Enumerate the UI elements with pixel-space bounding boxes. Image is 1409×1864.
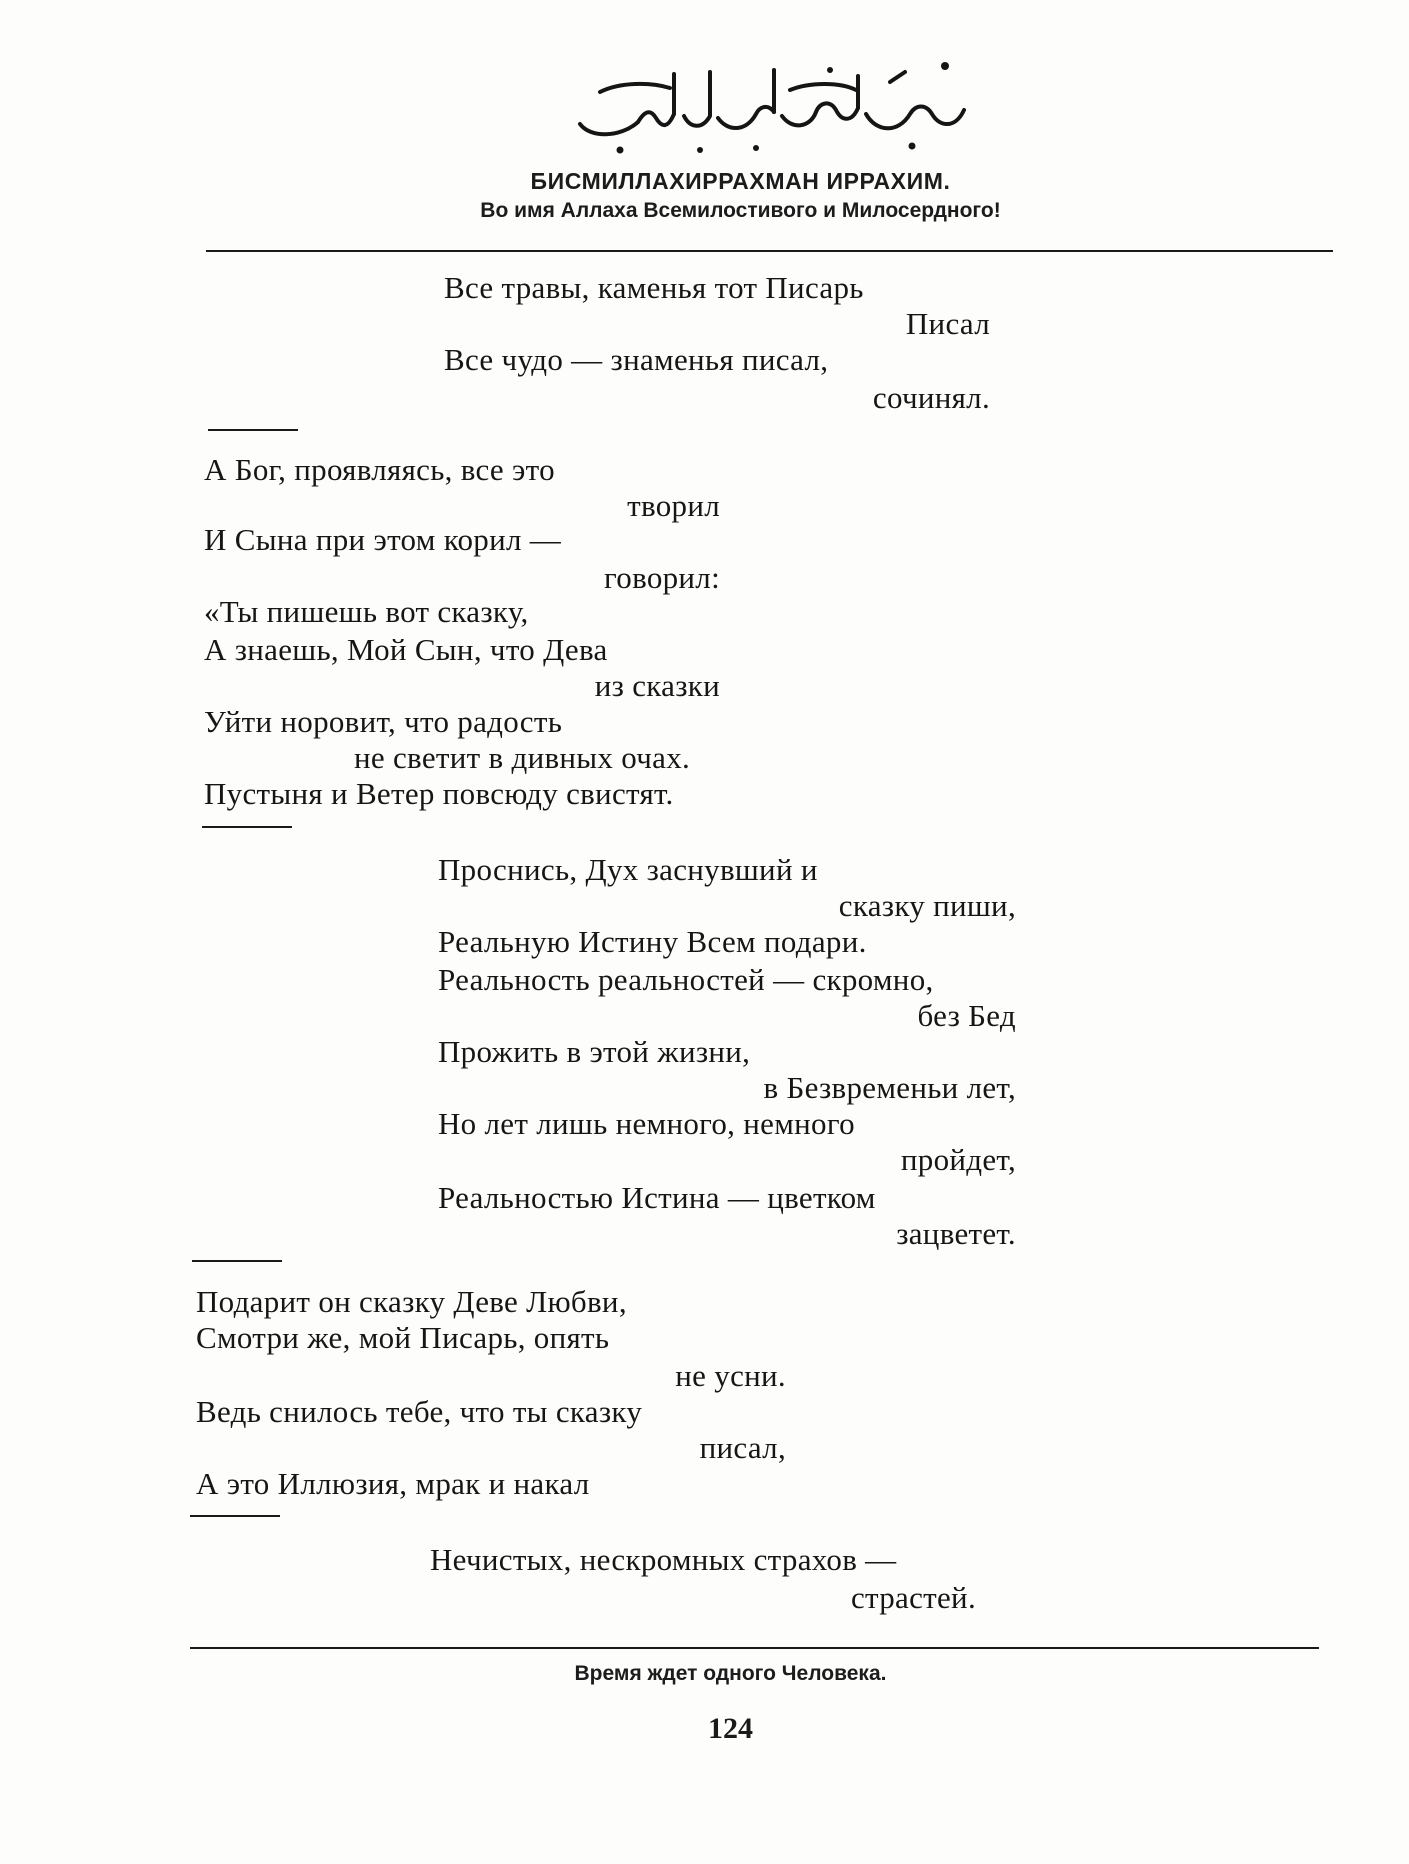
verse-line: Проснись, Дух заснувший и <box>438 852 818 887</box>
verse-line: в Безвременьи лет, <box>763 1070 1016 1105</box>
verse-line: Нечистых, нескромных страхов — <box>430 1542 897 1577</box>
page-number: 124 <box>708 1712 753 1745</box>
verse-line: А знаешь, Мой Сын, что Дева <box>204 632 608 667</box>
verse-line: И Сына при этом корил — <box>204 522 562 557</box>
verse-line: Реальность реальностей — скромно, <box>438 962 934 997</box>
verse-line: Смотри же, мой Писарь, опять <box>196 1320 610 1355</box>
verse-line: Все чудо — знаменья писал, <box>444 342 829 377</box>
verse-line: творил <box>627 488 720 523</box>
verse-line: говорил: <box>604 560 720 595</box>
stanza-separator <box>208 429 298 431</box>
footer-divider <box>190 1647 1319 1649</box>
header-divider <box>206 250 1333 252</box>
header-title: БИСМИЛЛАХИРРАХМАН ИРРАХИМ. <box>530 168 951 194</box>
verse-line: без Бед <box>917 998 1016 1033</box>
verse-line: Реальную Истину Всем подари. <box>438 924 867 959</box>
verse-line: Прожить в этой жизни, <box>438 1034 751 1069</box>
verse-line: Писал <box>905 306 990 341</box>
stanza-separator <box>190 1515 280 1517</box>
verse-line: пройдет, <box>900 1142 1016 1177</box>
verse-line: Все травы, каменья тот Писарь <box>444 270 864 305</box>
verse-line: Подарит он сказку Деве Любви, <box>196 1284 627 1319</box>
stanza-separator <box>192 1260 282 1262</box>
verse-line: сказку пиши, <box>838 888 1016 923</box>
verse-line: А Бог, проявляясь, все это <box>204 452 555 487</box>
verse-line: страстей. <box>850 1580 976 1615</box>
verse-line: не усни. <box>675 1358 786 1393</box>
verse-line: А это Иллюзия, мрак и накал <box>196 1466 590 1501</box>
verse-line: из сказки <box>594 668 720 703</box>
verse-line: Уйти норовит, что радость <box>204 704 563 739</box>
header-subtitle: Во имя Аллаха Всемилостивого и Милосердного! <box>480 199 1001 222</box>
stanza-separator <box>202 826 292 828</box>
verse-line: не светит в дивных очах. <box>354 740 691 775</box>
verse-line: Реальностью Истина — цветком <box>438 1180 876 1215</box>
verse-line: Ведь снилось тебе, что ты сказку <box>196 1394 643 1429</box>
verse-line: сочинял. <box>872 380 990 415</box>
verse-line: Но лет лишь немного, немного <box>438 1106 855 1141</box>
verse-line: Пустыня и Ветер повсюду свистят. <box>204 776 674 811</box>
verse-line: «Ты пишешь вот сказку, <box>204 594 529 629</box>
footer-title: Время ждет одного Человека. <box>574 1662 887 1685</box>
bismillah-calligraphy-icon <box>560 52 980 162</box>
verse-line: зацветет. <box>896 1216 1016 1251</box>
verse-line: писал, <box>699 1430 786 1465</box>
